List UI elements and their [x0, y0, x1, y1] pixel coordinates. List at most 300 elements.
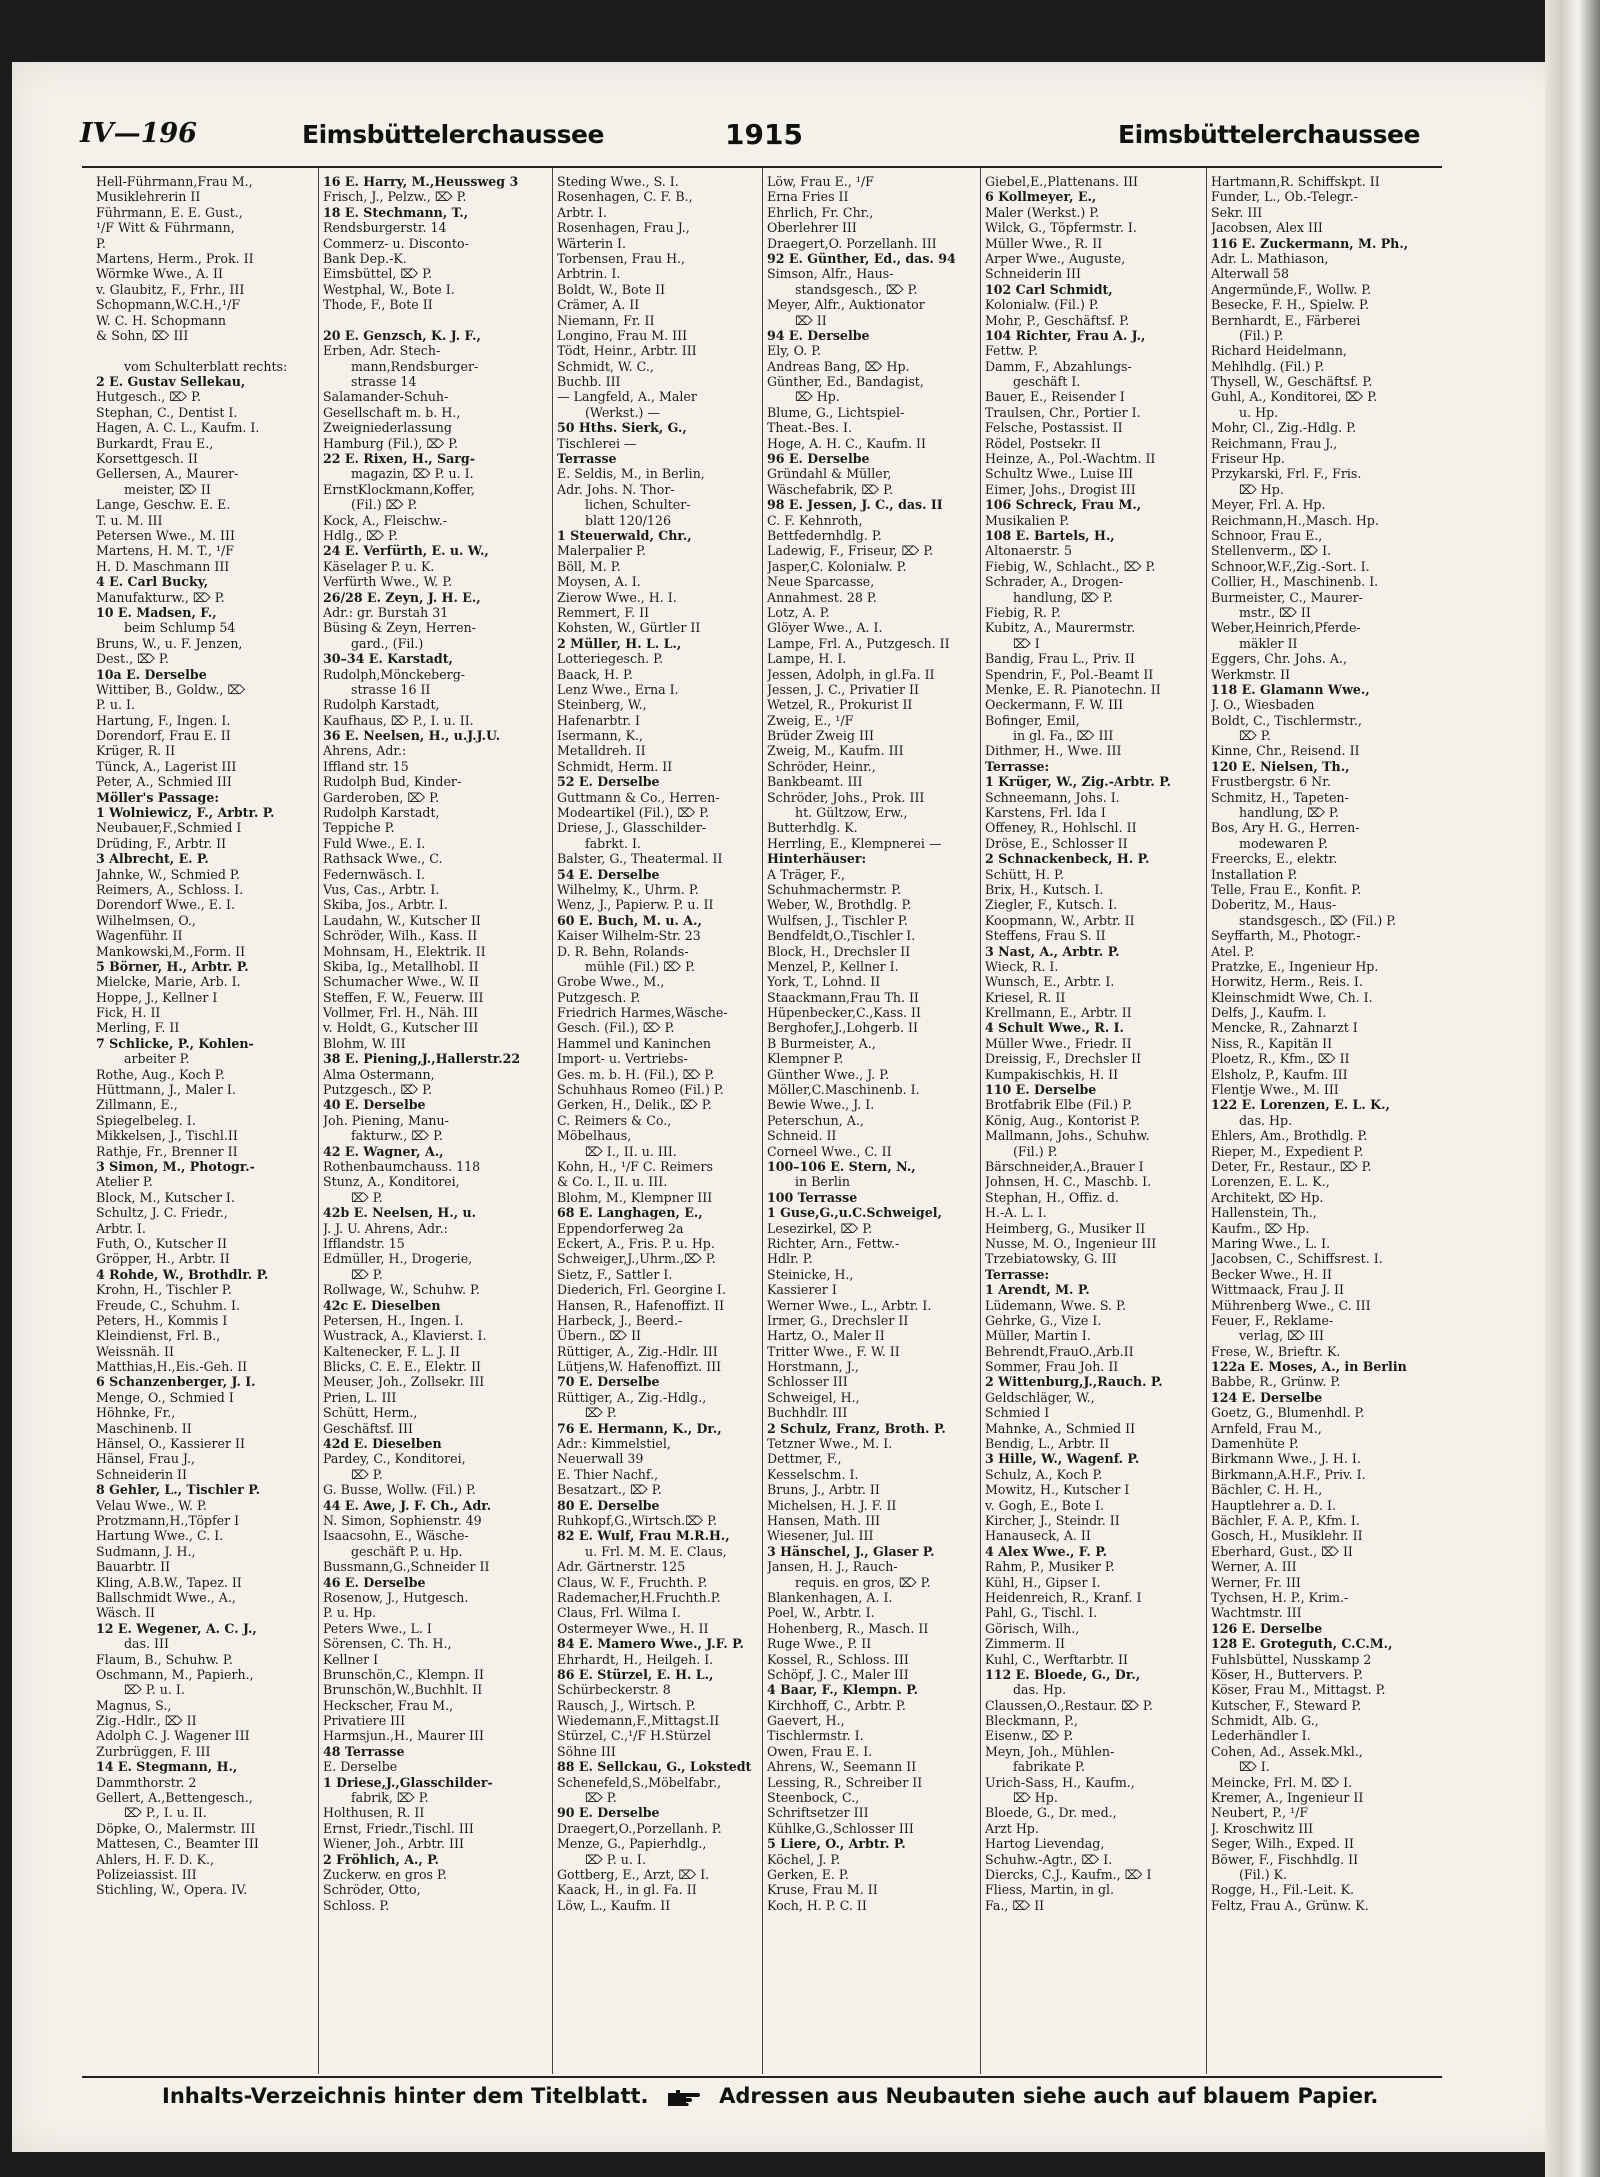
directory-entry-line: ⌦ I., II. u. III.	[585, 1143, 677, 1159]
directory-entry-line: Rogge, H., Fil.-Leit. K.	[1211, 1882, 1355, 1898]
directory-entry-line: Höhnke, Fr.,	[96, 1405, 176, 1421]
directory-entry-line: Löw, L., Kaufm. II	[557, 1897, 671, 1913]
directory-entry-line: Wieck, R. I.	[985, 958, 1059, 974]
directory-entry-line: 44 E. Awe, J. F. Ch., Adr.	[323, 1497, 492, 1513]
directory-entry-line: standsgesch., ⌦ (Fil.) P.	[1239, 912, 1397, 928]
directory-entry-line: Lessing, R., Schreiber II	[767, 1774, 923, 1790]
directory-entry-line: modewaren P.	[1239, 835, 1328, 851]
directory-column-2	[323, 174, 548, 2074]
directory-entry-line: fabrkt. I.	[585, 835, 641, 851]
directory-entry-line: 124 E. Derselbe	[1211, 1389, 1323, 1405]
directory-entry-line: 70 E. Derselbe	[557, 1374, 660, 1390]
directory-entry-line: 7 Schlicke, P., Kohlen-	[96, 1035, 254, 1051]
directory-entry-line: Bruns, J., Arbtr. II	[767, 1482, 880, 1498]
directory-entry-line: Guhl, A., Konditorei, ⌦ P.	[1211, 389, 1378, 405]
directory-entry-line: Hoge, A. H. C., Kaufm. II	[767, 435, 926, 451]
directory-entry-line: 108 E. Bartels, H.,	[985, 527, 1115, 543]
directory-entry-line: Boldt, W., Bote II	[557, 281, 666, 297]
column-divider	[552, 168, 553, 2074]
directory-entry-line: Mohr, P., Geschäftsf. P.	[985, 312, 1130, 328]
directory-entry-line: Schmied I	[985, 1405, 1050, 1421]
directory-entry-line: Dorendorf Wwe., E. I.	[96, 897, 235, 913]
directory-entry-line: Ely, O. P.	[767, 343, 822, 359]
directory-entry-line: Atelier P.	[96, 1174, 153, 1190]
directory-entry-line: Köser, Frau M., Mittagst. P.	[1211, 1682, 1386, 1698]
directory-entry-line: Alterwall 58	[1211, 266, 1290, 282]
directory-entry-line: Übern., ⌦ II	[557, 1328, 642, 1344]
directory-entry-line: Zimmerm. II	[985, 1636, 1066, 1652]
directory-entry-line: ⌦ P.	[351, 1466, 383, 1482]
directory-entry-line: Stichling, W., Opera. IV.	[96, 1882, 248, 1898]
directory-entry-line: ⌦ P.	[585, 1405, 617, 1421]
directory-entry-line: 96 E. Derselbe	[767, 451, 870, 467]
directory-entry-line: Babbe, R., Grünw. P.	[1211, 1374, 1341, 1390]
directory-entry-line: Meincke, Frl. M. ⌦ I.	[1211, 1774, 1353, 1790]
directory-entry-line: Schweigel, H.,	[767, 1389, 860, 1405]
directory-entry-line: Rahm, P., Musiker P.	[985, 1559, 1115, 1575]
directory-entry-line: Fuld Wwe., E. I.	[323, 835, 426, 851]
directory-entry-line: Eimer, Johs., Drogist III	[985, 481, 1136, 497]
directory-entry-line: Gesellschaft m. b. H.,	[323, 404, 461, 420]
directory-entry-line: das. III	[124, 1636, 169, 1652]
directory-entry-line: A Träger, F.,	[767, 866, 845, 882]
directory-entry-line: Wenz, J., Papierw. P. u. II	[557, 897, 714, 913]
directory-entry-line: Schütt, H. P.	[985, 866, 1064, 882]
directory-entry-line: Koopmann, W., Arbtr. II	[985, 912, 1135, 928]
directory-entry-line: Schröder, Wilh., Kass. II	[323, 928, 478, 944]
directory-entry-line: Pahl, G., Tischl. I.	[985, 1605, 1098, 1621]
directory-entry-line: Hänsel, O., Kassierer II	[96, 1436, 245, 1452]
directory-entry-line: Gellert, A.,Bettengesch.,	[96, 1790, 253, 1806]
directory-entry-line: Kling, A.B.W., Tapez. II	[96, 1574, 242, 1590]
directory-entry-line: Maler (Werkst.) P.	[985, 204, 1100, 220]
directory-entry-line: 12 E. Wegener, A. C. J.,	[96, 1620, 257, 1636]
directory-entry-line: Schütt, Herm.,	[323, 1405, 418, 1421]
directory-entry-line: Adr. L. Mathiason,	[1211, 250, 1329, 266]
directory-entry-line: 24 E. Verfürth, E. u. W.,	[323, 543, 489, 559]
directory-entry-line: Birkmann Wwe., J. H. I.	[1211, 1451, 1361, 1467]
directory-entry-line: 102 Carl Schmidt,	[985, 281, 1113, 297]
directory-entry-line: Schmidt, Herm. II	[557, 758, 673, 774]
directory-entry-line: Schenefeld,S.,Möbelfabr.,	[557, 1774, 722, 1790]
directory-entry-line: Hüpenbecker,C.,Kass. II	[767, 1005, 922, 1021]
directory-entry-line: Eisenw., ⌦ P.	[985, 1728, 1074, 1744]
directory-entry-line: 2 Schulz, Franz, Broth. P.	[767, 1420, 946, 1436]
directory-entry-line: Horwitz, Herm., Reis. I.	[1211, 974, 1363, 990]
directory-entry-line: Tischlermstr. I.	[767, 1728, 864, 1744]
directory-entry-line: Besecke, F. H., Spielw. P.	[1211, 297, 1369, 313]
directory-entry-line: (Fil.) P.	[1239, 327, 1284, 343]
directory-entry-line: 8 Gehler, L., Tischler P.	[96, 1482, 261, 1498]
directory-entry-line: Fuhlsbüttel, Nusskamp 2	[1211, 1651, 1372, 1667]
directory-entry-line: Privatiere III	[323, 1713, 406, 1729]
directory-entry-line: Installation P.	[1211, 866, 1298, 882]
directory-entry-line: Niemann, Fr. II	[557, 312, 655, 328]
directory-entry-line: Lesezirkel, ⌦ P.	[767, 1220, 873, 1236]
directory-entry-line: Burmeister, C., Maurer-	[1211, 589, 1363, 605]
directory-entry-line: Schultz, J. C. Friedr.,	[96, 1205, 228, 1221]
directory-entry-line: Neue Sparcasse,	[767, 574, 875, 590]
directory-entry-line: Ostermeyer Wwe., H. II	[557, 1620, 709, 1636]
directory-entry-line: geschäft P. u. Hp.	[351, 1543, 463, 1559]
directory-entry-line: C. F. Kehnroth,	[767, 512, 863, 528]
directory-entry-line: Behrendt,FrauO.,Arb.II	[985, 1343, 1134, 1359]
directory-entry-line: Herrling, E., Klempnerei —	[767, 835, 942, 851]
directory-entry-line: Zierow Wwe., H. I.	[557, 589, 677, 605]
directory-entry-line: Reimers, A., Schloss. I.	[96, 881, 244, 897]
directory-entry-line: Rudolph,Mönckeberg-	[323, 666, 466, 682]
directory-entry-line: 100 Terrasse	[767, 1189, 858, 1205]
directory-entry-line: Kirchhoff, C., Arbtr. P.	[767, 1697, 906, 1713]
directory-entry-line: Hafenarbtr. I	[557, 712, 640, 728]
directory-entry-line: Wustrack, A., Klavierst. I.	[323, 1328, 487, 1344]
directory-entry-line: Dest., ⌦ P.	[96, 651, 169, 667]
directory-entry-line: Damenhüte P.	[1211, 1436, 1299, 1452]
directory-entry-line: Pardey, C., Konditorei,	[323, 1451, 466, 1467]
directory-entry-line: Möbelhaus,	[557, 1128, 632, 1144]
directory-entry-line: Moysen, A. I.	[557, 574, 641, 590]
directory-entry-line: Matthias,H.,Eis.-Geh. II	[96, 1359, 248, 1375]
directory-entry-line: Steffens, Frau S. II	[985, 928, 1106, 944]
directory-entry-line: Staackmann,Frau Th. II	[767, 989, 919, 1005]
directory-entry-line: Heckscher, Frau M.,	[323, 1697, 454, 1713]
directory-entry-line: 14 E. Stegmann, H.,	[96, 1759, 238, 1775]
directory-entry-line: Schröder, Otto,	[323, 1882, 421, 1898]
directory-entry-line: Kassierer I	[767, 1282, 837, 1298]
directory-entry-line: Neubert, P., ¹/F	[1211, 1805, 1309, 1821]
directory-entry-line: Seyffarth, M., Photogr.-	[1211, 928, 1361, 944]
directory-entry-line: Zig.-Hdlr., ⌦ II	[96, 1713, 197, 1729]
directory-entry-line: Bewie Wwe., J. I.	[767, 1097, 875, 1113]
directory-entry-line: Steenbock, C.,	[767, 1790, 860, 1806]
directory-entry-line: Edmüller, H., Drogerie,	[323, 1251, 473, 1267]
directory-entry-line: strasse 16 II	[351, 681, 431, 697]
directory-entry-line: 106 Schreck, Frau M.,	[985, 497, 1142, 513]
directory-entry-line: Bofinger, Emil,	[985, 712, 1080, 728]
directory-entry-line: 116 E. Zuckermann, M. Ph.,	[1211, 235, 1409, 251]
directory-entry-line: Schmidt, W. C.,	[557, 358, 654, 374]
directory-entry-line: Kutscher, F., Steward P.	[1211, 1697, 1362, 1713]
directory-entry-line: Ziegler, F., Kutsch. I.	[985, 897, 1118, 913]
footer-index-note: Inhalts-Verzeichnis hinter dem Titelblatt.	[162, 2084, 649, 2108]
directory-entry-line: Terrasse:	[985, 758, 1050, 774]
directory-entry-line: 92 E. Günther, Ed., das. 94	[767, 250, 956, 266]
directory-entry-line: Ladewig, F., Friseur, ⌦ P.	[767, 543, 934, 559]
directory-entry-line: Lorenzen, E. L. K.,	[1211, 1174, 1330, 1190]
directory-entry-line: Owen, Frau E. I.	[767, 1743, 873, 1759]
directory-entry-line: Schnoor, Frau E.,	[1211, 527, 1323, 543]
directory-entry-line: 94 E. Derselbe	[767, 327, 870, 343]
directory-entry-line: Rosenow, J., Hutgesch.	[323, 1589, 469, 1605]
directory-entry-line: Arper Wwe., Auguste,	[985, 250, 1126, 266]
directory-entry-line: Magnus, S.,	[96, 1697, 172, 1713]
directory-entry-line: Rothenbaumchauss. 118	[323, 1159, 481, 1174]
directory-entry-line: Wilhelmy, K., Uhrm. P.	[557, 881, 699, 897]
directory-entry-line: Maring Wwe., L. I.	[1211, 1235, 1331, 1251]
directory-entry-line: Müller Wwe., R. II	[985, 235, 1103, 251]
directory-entry-line: Rudolph Karstadt,	[323, 805, 440, 821]
directory-entry-line: Hammel und Kaninchen	[557, 1035, 712, 1051]
directory-entry-line: Eckert, A., Fris. P. u. Hp.	[557, 1235, 715, 1251]
directory-entry-line: J. J. U. Ahrens, Adr.:	[323, 1220, 448, 1236]
directory-entry-line: Wiedemann,F.,Mittagst.II	[557, 1713, 720, 1729]
directory-entry-line: Ruhkopf,G.,Wirtsch.⌦ P.	[557, 1512, 718, 1528]
directory-entry-line: Koch, H. P. C. II	[767, 1897, 867, 1913]
directory-entry-line: Rosenhagen, Frau J.,	[557, 220, 690, 236]
directory-entry-line: Fettw. P.	[985, 343, 1038, 359]
directory-entry-line: Ballschmidt Wwe., A.,	[96, 1589, 236, 1605]
pointing-hand-icon	[666, 2088, 702, 2106]
directory-entry-line: 48 Terrasse	[323, 1743, 405, 1759]
directory-entry-line: Bärschneider,A.,Brauer I	[985, 1159, 1144, 1174]
directory-entry-line: Heidenreich, R., Kranf. I	[985, 1589, 1142, 1605]
directory-entry-line: Kircher, J., Steindr. II	[985, 1512, 1120, 1528]
directory-entry-line: Rudolph Karstadt,	[323, 697, 440, 713]
directory-entry-line: v. Gogh, E., Bote I.	[985, 1497, 1104, 1513]
directory-entry-line: 18 E. Stechmann, T.,	[323, 204, 469, 220]
directory-entry-line: Hoppe, J., Kellner I	[96, 989, 218, 1005]
directory-entry-line: Schumacher Wwe., W. II	[323, 974, 479, 990]
directory-entry-line: Urich-Sass, H., Kaufm.,	[985, 1774, 1135, 1790]
directory-entry-line: Frisch, J., Pelzw., ⌦ P.	[323, 189, 467, 205]
directory-entry-line: Führmann, E. E. Gust.,	[96, 204, 243, 220]
directory-entry-line: ⌦ P.	[351, 1266, 383, 1282]
directory-entry-line: 2 E. Gustav Sellekau,	[96, 374, 246, 390]
directory-entry-line: Guttmann & Co., Herren-	[557, 789, 720, 805]
directory-entry-line: Westphal, W., Bote I.	[323, 281, 455, 297]
column-divider	[762, 168, 763, 2074]
directory-entry-line: Adolph C. J. Wagener III	[96, 1728, 250, 1744]
directory-entry-line: Schulz, A., Koch P.	[985, 1466, 1103, 1482]
directory-entry-line: Schopmann,W.C.H.,¹/F	[96, 297, 241, 313]
directory-entry-line: Tetzner Wwe., M. I.	[767, 1436, 893, 1452]
directory-entry-line: Hallenstein, Th.,	[1211, 1205, 1317, 1221]
directory-entry-line: Kesselschm. I.	[767, 1466, 859, 1482]
column-divider	[318, 168, 319, 2074]
directory-entry-line: Werner, Fr. III	[1211, 1574, 1301, 1590]
directory-entry-line: Steinicke, H.,	[767, 1266, 854, 1282]
directory-entry-line: Schloss. P.	[323, 1897, 390, 1913]
directory-entry-line: Salamander-Schuh-	[323, 389, 449, 405]
directory-entry-line: Kruse, Frau M. II	[767, 1882, 878, 1898]
directory-entry-line: Zweig, M., Kaufm. III	[767, 743, 904, 759]
directory-entry-line: fabrik, ⌦ P.	[351, 1790, 429, 1806]
directory-entry-line: Gerken, E. P.	[767, 1866, 849, 1882]
directory-entry-line: Delfs, J., Kaufm. I.	[1211, 1005, 1327, 1021]
directory-entry-line: Rollwage, W., Schuhw. P.	[323, 1282, 480, 1298]
directory-entry-line: Eimsbüttel, ⌦ P.	[323, 266, 433, 282]
directory-entry-line: Schlosser III	[767, 1374, 848, 1390]
directory-entry-line: 6 Schanzenberger, J. I.	[96, 1374, 256, 1390]
directory-column-4	[767, 174, 976, 2074]
directory-entry-line: Erna Fries II	[767, 189, 849, 205]
directory-entry-line: Iffland str. 15	[323, 758, 409, 774]
directory-entry-line: Jessen, J. C., Privatier II	[767, 681, 919, 697]
directory-entry-line: 20 E. Genzsch, K. J. F.,	[323, 327, 481, 343]
directory-entry-line: Verfürth Wwe., W. P.	[323, 574, 453, 590]
directory-entry-line: Rothe, Aug., Koch P.	[96, 1066, 225, 1082]
directory-entry-line: Tödt, Heinr., Arbtr. III	[557, 343, 697, 359]
directory-entry-line: Kaltenecker, F. L. J. II	[323, 1343, 460, 1359]
directory-entry-line: Müller Wwe., Friedr. II	[985, 1035, 1132, 1051]
directory-entry-line: Thysell, W., Geschäftsf. P.	[1211, 374, 1373, 390]
directory-entry-line: Maschinenb. II	[96, 1420, 192, 1436]
directory-entry-line: Hamburg (Fil.), ⌦ P.	[323, 435, 459, 451]
directory-entry-line: Söhne III	[557, 1743, 616, 1759]
directory-entry-line: Bloede, G., Dr. med.,	[985, 1805, 1117, 1821]
directory-entry-line: Lüdemann, Wwe. S. P.	[985, 1297, 1126, 1313]
directory-entry-line: Claussen,O.,Restaur. ⌦ P.	[985, 1697, 1153, 1713]
directory-entry-line: Zillmann, E.,	[96, 1097, 178, 1113]
directory-entry-line: Freude, C., Schuhm. I.	[96, 1297, 240, 1313]
directory-entry-line: standsgesch., ⌦ P.	[795, 281, 918, 297]
directory-entry-line: Mowitz, H., Kutscher I	[985, 1482, 1130, 1498]
directory-entry-line: Kühl, H., Gipser I.	[985, 1574, 1101, 1590]
directory-entry-line: Niss, R., Kapitän II	[1211, 1035, 1333, 1051]
directory-entry-line: Wittiber, B., Goldw., ⌦	[96, 681, 246, 697]
directory-entry-line: Stephan, C., Dentist I.	[96, 404, 238, 420]
directory-entry-line: Wörmke Wwe., A. II	[96, 266, 223, 282]
directory-entry-line: lichen, Schulter-	[585, 497, 691, 513]
directory-entry-line: Reichmann, Frau J.,	[1211, 435, 1338, 451]
directory-entry-line: Müller, Martin I.	[985, 1328, 1091, 1344]
directory-entry-line: Geschäftsf. III	[323, 1420, 413, 1436]
directory-entry-line: Trzebiatowsky, G. III	[985, 1251, 1117, 1267]
directory-entry-line: Stürzel, C.,¹/F H.Stürzel	[557, 1728, 712, 1744]
directory-entry-line: Schweiger,J.,Uhrm.,⌦ P.	[557, 1251, 716, 1267]
directory-entry-line: ht. Gültzow, Erw.,	[795, 805, 908, 821]
directory-entry-line: ⌦ Hp.	[1239, 481, 1284, 497]
directory-entry-line: (Fil.) K.	[1239, 1866, 1288, 1882]
directory-entry-line: Köchel, J. P.	[767, 1851, 841, 1867]
directory-entry-line: Bendig, L., Arbtr. II	[985, 1436, 1110, 1452]
directory-entry-line: Nusse, M. O., Ingenieur III	[985, 1235, 1157, 1251]
directory-entry-line: Horstmann, J.,	[767, 1359, 859, 1375]
directory-entry-line: G. Busse, Wollw. (Fil.) P.	[323, 1482, 476, 1498]
directory-entry-line: Ehlers, Am., Brothdlg. P.	[1211, 1128, 1368, 1144]
directory-entry-line: Eppendorferweg 2a	[557, 1220, 684, 1236]
directory-entry-line: Bandig, Frau L., Priv. II	[985, 651, 1135, 667]
directory-entry-line: N. Simon, Sophienstr. 49	[323, 1512, 482, 1528]
directory-entry-line: Vollmer, Frl. H., Näh. III	[323, 1005, 478, 1021]
directory-entry-line: Zuckerw. en gros P.	[323, 1866, 447, 1882]
directory-entry-line: 100–106 E. Stern, N.,	[767, 1159, 916, 1174]
directory-entry-line: mann,Rendsburger-	[351, 358, 479, 374]
directory-entry-line: Blohm, W. III	[323, 1035, 406, 1051]
directory-entry-line: Hagen, A. C. L., Kaufm. I.	[96, 420, 260, 436]
directory-entry-line: Spendrin, F., Pol.-Beamt II	[985, 666, 1154, 682]
directory-entry-line: Gröpper, H., Arbtr. II	[96, 1251, 230, 1267]
directory-entry-line: Diederich, Frl. Georgine I.	[557, 1282, 726, 1298]
directory-entry-line: verlag, ⌦ III	[1239, 1328, 1324, 1344]
directory-entry-line: Mattesen, C., Beamter III	[96, 1836, 259, 1852]
directory-entry-line: Irmer, G., Drechsler II	[767, 1312, 909, 1328]
directory-entry-line: Kremer, A., Ingenieur II	[1211, 1790, 1364, 1806]
directory-entry-line: 104 Richter, Frau A. J.,	[985, 327, 1146, 343]
directory-entry-line: Lotz, A. P.	[767, 604, 830, 620]
directory-entry-line: 5 Liere, O., Arbtr. P.	[767, 1836, 906, 1852]
directory-entry-line: Görisch, Wilh.,	[985, 1620, 1080, 1636]
directory-entry-line: Bos, Ary H. G., Herren-	[1211, 820, 1360, 836]
directory-entry-line: Kaufm., ⌦ Hp.	[1211, 1220, 1310, 1236]
directory-entry-line: Wiesener, Jul. III	[767, 1528, 874, 1544]
directory-entry-line: Gerken, H., Delik., ⌦ P.	[557, 1097, 712, 1113]
directory-entry-line: Steding Wwe., S. I.	[557, 174, 679, 189]
directory-entry-line: Köser, H., Buttervers. P.	[1211, 1666, 1364, 1682]
directory-entry-line: Hartz, O., Maler II	[767, 1328, 885, 1344]
directory-entry-line: Lütjens,W. Hafenoffizt. III	[557, 1359, 722, 1375]
directory-entry-line: Bank Dep.-K.	[323, 250, 407, 266]
directory-entry-line: Schröder, Heinr.,	[767, 758, 876, 774]
directory-entry-line: ⌦ P. u. I.	[585, 1851, 646, 1867]
directory-entry-line: 88 E. Sellckau, G., Lokstedt	[557, 1759, 752, 1775]
directory-entry-line: Architekt, ⌦ Hp.	[1211, 1189, 1324, 1205]
directory-entry-line: Gesch. (Fil.), ⌦ P.	[557, 1020, 675, 1036]
directory-entry-line: Korsettgesch. II	[96, 451, 198, 467]
directory-entry-line: Neubauer,F.,Schmied I	[96, 820, 242, 836]
directory-entry-line: v. Holdt, G., Kutscher III	[323, 1020, 479, 1036]
directory-entry-line: Ahrens, Adr.:	[323, 743, 407, 759]
directory-entry-line: Schuhmachermstr. P.	[767, 881, 902, 897]
directory-entry-line: Mikkelsen, J., Tischl.II	[96, 1128, 238, 1144]
directory-entry-line: Fa., ⌦ II	[985, 1897, 1045, 1913]
directory-entry-line: 4 Rohde, W., Brothdlr. P.	[96, 1266, 269, 1282]
directory-entry-line: Manufakturw., ⌦ P.	[96, 589, 225, 605]
directory-entry-line: Bauer, E., Reisender I	[985, 389, 1125, 405]
directory-entry-line: Schmitz, H., Tapeten-	[1211, 789, 1349, 805]
directory-entry-line: Atel. P.	[1211, 943, 1255, 959]
directory-entry-line: Wulfsen, J., Tischler P.	[767, 912, 908, 928]
directory-entry-line: Blume, G., Lichtspiel-	[767, 404, 905, 420]
directory-entry-line: Funder, L., Ob.-Telegr.-	[1211, 189, 1358, 205]
directory-entry-line: H.-A. L. I.	[985, 1205, 1047, 1221]
directory-entry-line: Draegert,O. Porzellanh. III	[767, 235, 937, 251]
directory-entry-line: Hansen, R., Hafenoffizt. II	[557, 1297, 725, 1313]
directory-entry-line: Wagenführ. II	[96, 928, 183, 944]
directory-entry-line: Gottberg, E., Arzt, ⌦ I.	[557, 1866, 710, 1882]
directory-entry-line: Grobe Wwe., M.,	[557, 974, 665, 990]
directory-entry-line: 3 Albrecht, E. P.	[96, 851, 209, 867]
directory-entry-line: Cohen, Ad., Assek.Mkl.,	[1211, 1743, 1363, 1759]
directory-entry-line: Kaiser Wilhelm-Str. 23	[557, 928, 701, 944]
directory-entry-line: Flaum, B., Schuhw. P.	[96, 1651, 233, 1667]
directory-entry-line: 42 E. Wagner, A.,	[323, 1143, 444, 1159]
directory-entry-line: Richter, Arn., Fettw.-	[767, 1235, 900, 1251]
directory-entry-line: Claus, W. F., Fruchth. P.	[557, 1574, 708, 1590]
directory-entry-line: Werkmstr. II	[1211, 666, 1291, 682]
directory-entry-line: Kriesel, R. II	[985, 989, 1066, 1005]
directory-entry-line: Merling, F. II	[96, 1020, 180, 1036]
directory-entry-line: Hartog Lievendag,	[985, 1836, 1105, 1852]
page-header	[70, 118, 1540, 158]
directory-entry-line: Glöyer Wwe., A. I.	[767, 620, 883, 636]
directory-entry-line: Terrasse:	[985, 1266, 1050, 1282]
directory-entry-line: Rüttiger, A., Zig.-Hdlr. III	[557, 1343, 718, 1359]
directory-entry-line: Gehrke, G., Vize I.	[985, 1312, 1102, 1328]
directory-entry-line: Büsing & Zeyn, Herren-	[323, 620, 476, 636]
directory-entry-line: Friseur Hp.	[1211, 451, 1285, 467]
page-number: IV—196	[80, 118, 197, 149]
directory-entry-line: Dettmer, F.,	[767, 1451, 842, 1467]
directory-entry-line: 122a E. Moses, A., in Berlin	[1211, 1359, 1407, 1375]
directory-entry-line: 16 E. Harry, M.,Heussweg 3	[323, 174, 519, 189]
directory-entry-line: mäkler II	[1239, 635, 1298, 651]
directory-entry-line: Futh, O., Kutscher II	[96, 1235, 227, 1251]
directory-entry-line: Spiegelbeleg. I.	[96, 1112, 196, 1128]
directory-entry-line: D. R. Behn, Rolands-	[557, 943, 689, 959]
directory-entry-line: Michelsen, H. J. F. II	[767, 1497, 897, 1513]
directory-entry-line: Mohr, Cl., Zig.-Hdlg. P.	[1211, 420, 1357, 436]
